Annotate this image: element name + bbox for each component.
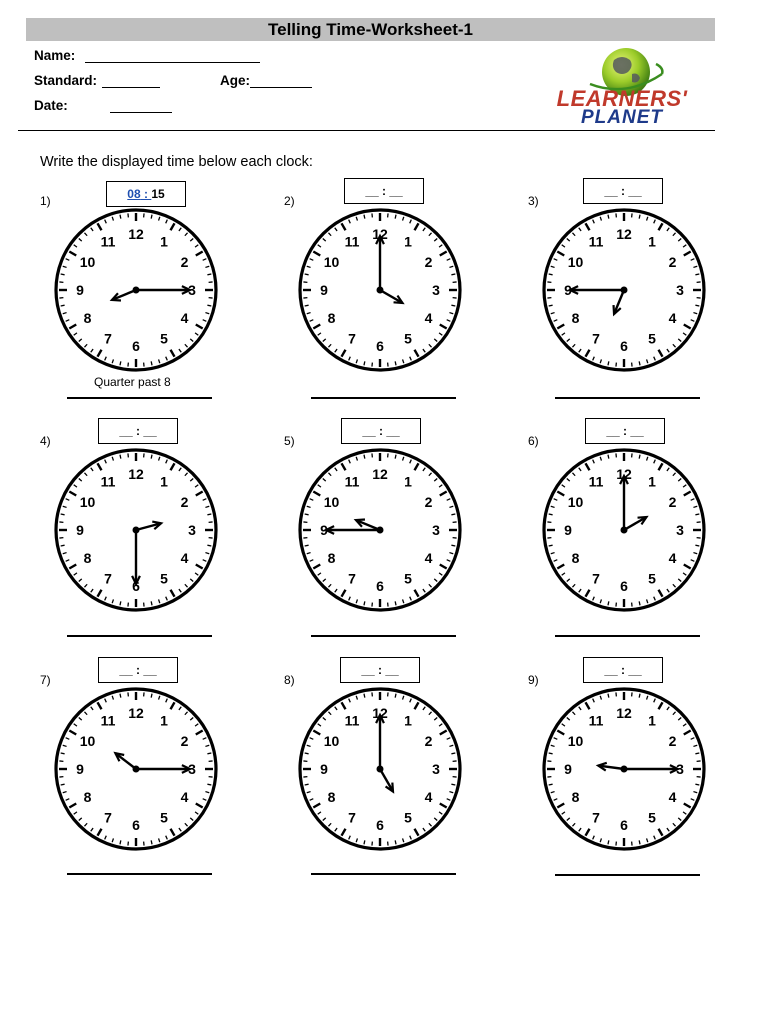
minute-tick bbox=[305, 753, 309, 754]
minute-tick bbox=[608, 694, 609, 698]
minute-tick bbox=[305, 514, 309, 515]
clock-numeral: 4 bbox=[424, 550, 433, 566]
clock-numeral: 4 bbox=[424, 789, 433, 805]
question-number: 5) bbox=[284, 434, 295, 448]
minute-tick bbox=[364, 361, 365, 365]
clock-numeral: 1 bbox=[648, 712, 656, 729]
clock-numeral: 11 bbox=[344, 712, 360, 729]
clock-numeral: 9 bbox=[320, 761, 328, 777]
clock-center-dot bbox=[377, 766, 384, 773]
minute-tick bbox=[364, 694, 365, 698]
minute-tick bbox=[364, 455, 365, 459]
minute-tick bbox=[608, 361, 609, 365]
minute-tick bbox=[639, 215, 640, 219]
minute-tick bbox=[364, 215, 365, 219]
clock-numeral: 11 bbox=[100, 712, 116, 729]
clock-item-9 bbox=[528, 663, 758, 903]
minute-tick bbox=[549, 753, 553, 754]
answer-line[interactable] bbox=[311, 873, 456, 875]
clock-numeral: 1 bbox=[404, 712, 412, 729]
clock-numeral: 8 bbox=[327, 310, 336, 326]
question-number: 9) bbox=[528, 673, 539, 687]
time-answer-box[interactable]: __ : __ bbox=[344, 178, 424, 204]
clock-numeral: 3 bbox=[676, 761, 684, 777]
analog-clock bbox=[52, 685, 220, 853]
minute-tick bbox=[608, 215, 609, 219]
minute-tick bbox=[61, 545, 65, 546]
clock-center-dot bbox=[133, 287, 140, 294]
clock-numeral: 10 bbox=[567, 494, 584, 510]
clock-numeral: 2 bbox=[424, 494, 433, 510]
clock-numeral: 6 bbox=[620, 578, 628, 594]
minute-tick bbox=[451, 545, 455, 546]
clock-numeral: 7 bbox=[104, 570, 112, 587]
date-label: Date: bbox=[34, 98, 68, 113]
minute-tick bbox=[61, 784, 65, 785]
minute-tick bbox=[61, 514, 65, 515]
clock-numeral: 7 bbox=[348, 570, 356, 587]
analog-clock bbox=[296, 206, 464, 374]
minute-tick bbox=[61, 274, 65, 275]
logo-text-planet: PLANET bbox=[581, 107, 663, 128]
minute-tick bbox=[305, 784, 309, 785]
clock-center-dot bbox=[377, 287, 384, 294]
clock-numeral: 6 bbox=[132, 338, 140, 354]
question-number: 3) bbox=[528, 194, 539, 208]
clock-numeral: 6 bbox=[620, 338, 628, 354]
minute-tick bbox=[549, 274, 553, 275]
analog-clock bbox=[540, 206, 708, 374]
clock-numeral: 2 bbox=[668, 733, 677, 749]
clock-numeral: 8 bbox=[83, 789, 92, 805]
minute-tick bbox=[549, 784, 553, 785]
clock-numeral: 1 bbox=[648, 233, 656, 250]
minute-tick bbox=[207, 784, 211, 785]
clock-numeral: 3 bbox=[432, 761, 440, 777]
question-number: 6) bbox=[528, 434, 539, 448]
clock-item-3 bbox=[528, 184, 758, 424]
clock-item-5 bbox=[284, 424, 514, 664]
minute-tick bbox=[695, 784, 699, 785]
analog-clock bbox=[296, 446, 464, 614]
clock-numeral: 9 bbox=[320, 282, 328, 298]
clock-numeral: 4 bbox=[424, 310, 433, 326]
minute-tick bbox=[61, 753, 65, 754]
learners-planet-logo bbox=[538, 44, 706, 132]
clock-numeral: 12 bbox=[128, 705, 144, 721]
clock-numeral: 4 bbox=[180, 550, 189, 566]
clock-numeral: 1 bbox=[160, 473, 168, 490]
minute-tick bbox=[451, 753, 455, 754]
clock-numeral: 4 bbox=[180, 789, 189, 805]
clock-numeral: 7 bbox=[104, 330, 112, 347]
clock-numeral: 10 bbox=[567, 254, 584, 270]
minute-tick bbox=[395, 840, 396, 844]
clock-numeral: 5 bbox=[404, 809, 412, 826]
analog-clock bbox=[540, 685, 708, 853]
minute-tick bbox=[639, 361, 640, 365]
clock-numeral: 10 bbox=[567, 733, 584, 749]
clock-numeral: 9 bbox=[564, 761, 572, 777]
name-label: Name: bbox=[34, 48, 76, 63]
clock-numeral: 3 bbox=[188, 522, 196, 538]
clock-numeral: 8 bbox=[83, 310, 92, 326]
clock-numeral: 12 bbox=[616, 705, 632, 721]
clock-numeral: 5 bbox=[404, 330, 412, 347]
minute-tick bbox=[639, 694, 640, 698]
clock-item-6 bbox=[528, 424, 758, 664]
question-number: 7) bbox=[40, 673, 51, 687]
clock-numeral: 8 bbox=[83, 550, 92, 566]
header-divider bbox=[18, 130, 715, 131]
answer-line[interactable] bbox=[555, 874, 700, 876]
minute-tick bbox=[305, 274, 309, 275]
clock-numeral: 9 bbox=[76, 761, 84, 777]
standard-label: Standard: bbox=[34, 73, 98, 88]
clock-numeral: 7 bbox=[592, 809, 600, 826]
answer-line[interactable] bbox=[311, 635, 456, 637]
clock-numeral: 6 bbox=[376, 338, 384, 354]
clock-numeral: 12 bbox=[372, 226, 388, 242]
minute-tick bbox=[61, 305, 65, 306]
minute-tick bbox=[120, 361, 121, 365]
analog-clock bbox=[52, 446, 220, 614]
minute-tick bbox=[695, 545, 699, 546]
answer-line[interactable] bbox=[555, 397, 700, 399]
clock-numeral: 4 bbox=[668, 550, 677, 566]
minute-tick bbox=[207, 274, 211, 275]
clock-numeral: 9 bbox=[76, 522, 84, 538]
minute-tick bbox=[120, 455, 121, 459]
clock-numeral: 8 bbox=[571, 310, 580, 326]
clock-numeral: 11 bbox=[100, 473, 116, 490]
minute-tick bbox=[395, 361, 396, 365]
time-answer-box[interactable]: __ : __ bbox=[98, 418, 178, 444]
clock-numeral: 12 bbox=[128, 226, 144, 242]
clock-numeral: 3 bbox=[676, 522, 684, 538]
clock-numeral: 10 bbox=[323, 733, 340, 749]
minute-tick bbox=[639, 840, 640, 844]
clock-numeral: 3 bbox=[188, 761, 196, 777]
clock-numeral: 3 bbox=[676, 282, 684, 298]
minute-tick bbox=[151, 215, 152, 219]
minute-tick bbox=[695, 753, 699, 754]
minute-tick bbox=[151, 840, 152, 844]
clock-numeral: 3 bbox=[188, 282, 196, 298]
minute-tick bbox=[639, 455, 640, 459]
minute-tick bbox=[305, 545, 309, 546]
clock-numeral: 10 bbox=[323, 254, 340, 270]
clock-center-dot bbox=[621, 527, 628, 534]
answer-line[interactable] bbox=[67, 635, 212, 637]
clock-item-7 bbox=[40, 663, 270, 903]
clock-numeral: 7 bbox=[592, 330, 600, 347]
clock-numeral: 5 bbox=[160, 330, 168, 347]
minute-tick bbox=[151, 361, 152, 365]
clock-numeral: 5 bbox=[160, 570, 168, 587]
clock-center-dot bbox=[133, 527, 140, 534]
box-hour-value: 08 bbox=[127, 187, 141, 201]
clock-numeral: 3 bbox=[432, 522, 440, 538]
minute-tick bbox=[639, 601, 640, 605]
minute-tick bbox=[695, 274, 699, 275]
clock-numeral: 9 bbox=[320, 522, 328, 538]
minute-tick bbox=[364, 601, 365, 605]
minute-tick bbox=[120, 215, 121, 219]
clock-numeral: 7 bbox=[348, 330, 356, 347]
clock-numeral: 11 bbox=[588, 712, 604, 729]
date-field[interactable] bbox=[110, 112, 172, 113]
clock-center-dot bbox=[621, 766, 628, 773]
clock-numeral: 8 bbox=[327, 550, 336, 566]
clock-item-4 bbox=[40, 424, 270, 664]
age-field[interactable] bbox=[250, 87, 312, 88]
minute-tick bbox=[207, 514, 211, 515]
minute-tick bbox=[395, 601, 396, 605]
clock-numeral: 2 bbox=[180, 254, 189, 270]
minute-tick bbox=[207, 545, 211, 546]
answer-line[interactable] bbox=[67, 873, 212, 875]
clock-numeral: 12 bbox=[616, 226, 632, 242]
clock-numeral: 2 bbox=[424, 733, 433, 749]
answer-line[interactable] bbox=[555, 635, 700, 637]
clock-numeral: 6 bbox=[376, 578, 384, 594]
question-number: 2) bbox=[284, 194, 295, 208]
clock-numeral: 12 bbox=[128, 466, 144, 482]
time-answer-box[interactable]: __ : __ bbox=[340, 657, 420, 683]
minute-tick bbox=[395, 694, 396, 698]
clock-center-dot bbox=[377, 527, 384, 534]
minute-tick bbox=[549, 514, 553, 515]
minute-tick bbox=[395, 215, 396, 219]
age-label: Age: bbox=[220, 73, 250, 88]
time-answer-box[interactable]: __ : __ bbox=[98, 657, 178, 683]
minute-tick bbox=[451, 784, 455, 785]
clock-numeral: 4 bbox=[668, 789, 677, 805]
clock-numeral: 2 bbox=[668, 494, 677, 510]
time-answer-box[interactable]: __ : __ bbox=[585, 418, 665, 444]
minute-tick bbox=[608, 455, 609, 459]
minute-tick bbox=[608, 601, 609, 605]
clock-numeral: 2 bbox=[668, 254, 677, 270]
minute-tick bbox=[608, 840, 609, 844]
analog-clock bbox=[296, 685, 464, 853]
answer-line[interactable] bbox=[311, 397, 456, 399]
clock-numeral: 9 bbox=[564, 522, 572, 538]
worksheet-title: Telling Time-Worksheet-1 bbox=[26, 18, 715, 41]
clock-numeral: 11 bbox=[344, 233, 360, 250]
clock-numeral: 8 bbox=[571, 789, 580, 805]
minute-tick bbox=[151, 694, 152, 698]
name-field[interactable] bbox=[85, 62, 260, 63]
clock-numeral: 1 bbox=[160, 233, 168, 250]
instruction-text: Write the displayed time below each clock: bbox=[40, 154, 313, 170]
minute-tick bbox=[151, 601, 152, 605]
minute-tick bbox=[451, 274, 455, 275]
question-number: 4) bbox=[40, 434, 51, 448]
clock-numeral: 2 bbox=[180, 494, 189, 510]
clock-numeral: 5 bbox=[648, 809, 656, 826]
minute-tick bbox=[120, 694, 121, 698]
clock-center-dot bbox=[133, 766, 140, 773]
minute-tick bbox=[451, 305, 455, 306]
clock-numeral: 1 bbox=[404, 233, 412, 250]
clock-numeral: 11 bbox=[100, 233, 116, 250]
clock-numeral: 7 bbox=[104, 809, 112, 826]
minute-tick bbox=[549, 305, 553, 306]
minute-tick bbox=[395, 455, 396, 459]
clock-numeral: 1 bbox=[648, 473, 656, 490]
minute-tick bbox=[549, 545, 553, 546]
clock-numeral: 10 bbox=[79, 254, 96, 270]
minute-tick bbox=[120, 601, 121, 605]
minute-tick bbox=[207, 753, 211, 754]
clock-numeral: 5 bbox=[648, 570, 656, 587]
analog-clock bbox=[540, 446, 708, 614]
answer-line[interactable] bbox=[67, 397, 212, 399]
clock-numeral: 10 bbox=[79, 733, 96, 749]
minute-tick bbox=[151, 455, 152, 459]
clock-numeral: 6 bbox=[132, 578, 140, 594]
question-number: 1) bbox=[40, 194, 51, 208]
clock-numeral: 12 bbox=[616, 466, 632, 482]
clock-item-2 bbox=[284, 184, 514, 424]
clock-center-dot bbox=[621, 287, 628, 294]
clock-numeral: 5 bbox=[648, 330, 656, 347]
clock-numeral: 12 bbox=[372, 705, 388, 721]
minute-tick bbox=[695, 514, 699, 515]
clock-numeral: 11 bbox=[344, 473, 360, 490]
clock-numeral: 7 bbox=[592, 570, 600, 587]
clock-item-8 bbox=[284, 663, 514, 903]
question-number: 8) bbox=[284, 673, 295, 687]
time-answer-box[interactable]: 08 : 15 bbox=[106, 181, 186, 207]
clock-numeral: 12 bbox=[372, 466, 388, 482]
time-answer-box[interactable]: __ : __ bbox=[341, 418, 421, 444]
clock-numeral: 4 bbox=[180, 310, 189, 326]
clock-numeral: 2 bbox=[180, 733, 189, 749]
clock-numeral: 1 bbox=[404, 473, 412, 490]
minute-tick bbox=[695, 305, 699, 306]
standard-field[interactable] bbox=[102, 87, 160, 88]
minute-tick bbox=[207, 305, 211, 306]
clock-numeral: 8 bbox=[571, 550, 580, 566]
clock-numeral: 11 bbox=[588, 233, 604, 250]
clock-numeral: 5 bbox=[404, 570, 412, 587]
clock-numeral: 2 bbox=[424, 254, 433, 270]
minute-tick bbox=[451, 514, 455, 515]
clock-numeral: 10 bbox=[323, 494, 340, 510]
clock-numeral: 9 bbox=[76, 282, 84, 298]
time-answer-box[interactable]: __ : __ bbox=[583, 657, 663, 683]
clock-numeral: 1 bbox=[160, 712, 168, 729]
minute-tick bbox=[120, 840, 121, 844]
box-minute-value: 15 bbox=[151, 187, 165, 201]
clock-numeral: 7 bbox=[348, 809, 356, 826]
clock-numeral: 8 bbox=[327, 789, 336, 805]
logo-text-learners: LEARNERS' bbox=[556, 86, 688, 111]
clock-numeral: 11 bbox=[588, 473, 604, 490]
clock-item-1 bbox=[40, 187, 270, 424]
clock-caption: Quarter past 8 bbox=[94, 375, 171, 389]
clock-numeral: 6 bbox=[620, 817, 628, 833]
clock-numeral: 4 bbox=[668, 310, 677, 326]
minute-tick bbox=[364, 840, 365, 844]
clock-numeral: 3 bbox=[432, 282, 440, 298]
analog-clock bbox=[52, 206, 220, 374]
minute-tick bbox=[305, 305, 309, 306]
clock-numeral: 9 bbox=[564, 282, 572, 298]
clock-numeral: 6 bbox=[376, 817, 384, 833]
time-answer-box[interactable]: __ : __ bbox=[583, 178, 663, 204]
clock-numeral: 6 bbox=[132, 817, 140, 833]
clock-numeral: 10 bbox=[79, 494, 96, 510]
clock-numeral: 5 bbox=[160, 809, 168, 826]
